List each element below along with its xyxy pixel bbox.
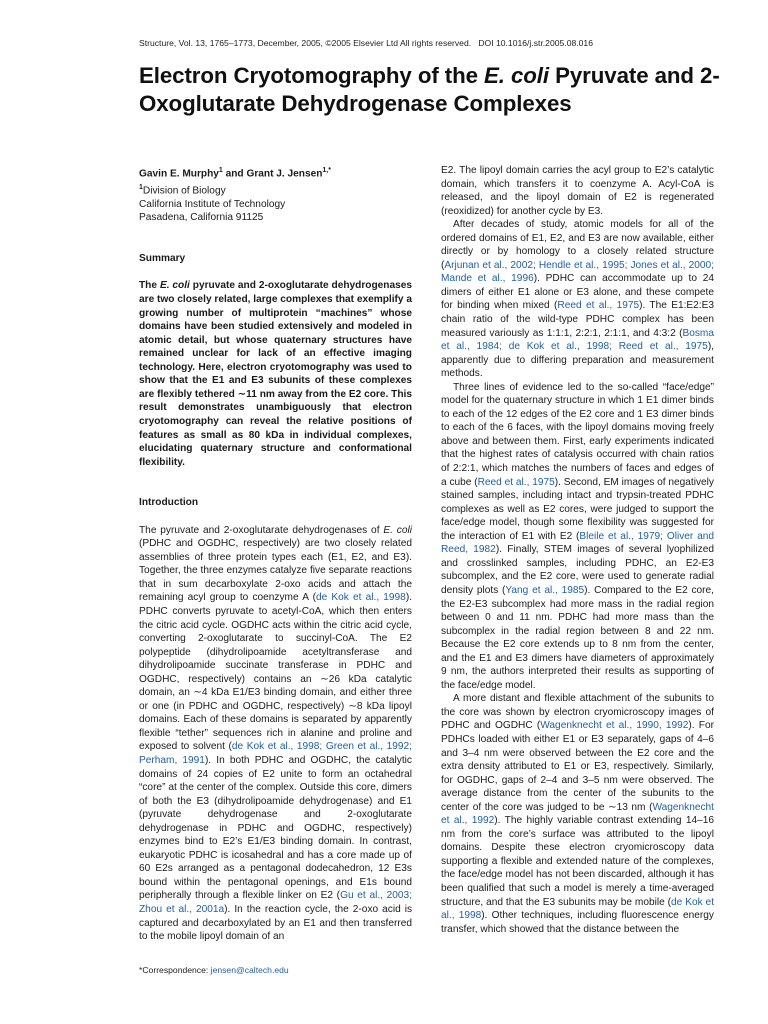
doi: DOI 10.1016/j.str.2005.08.016 — [478, 38, 593, 48]
correspondence-footnote — [139, 965, 419, 975]
intro-text-c: ). PDHC converts pyruvate to acetyl-CoA, which then enters the citric acid cycle. OGDHC acts within the citric acid cycle, converting 2-oxoglutarate to succinyl-CoA. The E2 polypeptide (dihydrolipoamide acetyltransferase and dihydrolipoamide succinate transferase in PDHC and OGDHC, respectively) contains an ∼26 kDa catalytic domain, an ∼4 kDa E1/E3 binding domain, and either three or one (in PDHC and OGDHC, respectively) ∼8 kDa lipoyl domains. Each of these domains is separated by apparently flexible “tether” sequences rich in alanine and proline and exposed to solvent ( — [139, 592, 413, 753]
citation-link[interactable]: de Kok et al., 1998 — [441, 896, 715, 922]
right-column — [441, 164, 714, 936]
affiliation-1: Division of Biology — [142, 185, 226, 197]
p2-text-b: ). PDHC can accommodate up to 24 dimers of either E1 alone or E3 alone, and these compete for binding when mixed ( — [441, 273, 714, 312]
author-2: Grant J. Jensen — [246, 168, 323, 180]
summary-body: pyruvate and 2-oxoglutarate dehydrogenases are two closely related, large complexes that exemplify a growing number of multiprotein “machines” whose domains have been studied extensively and modeled in atomic detail, but whose quaternary structures have remained unclear for lack of an effective imaging technology. Here, electron cryotomography was used to show that the E1 and E3 subunits of these complexes are flexibly tethered ∼11 nm away from the E2 core. This result demonstrates unambiguously that electron cryotomography can reveal the relative positions of features as small as 80 kDa in individual complexes, elucidating quaternary structure and conformational flexibility. — [139, 280, 412, 468]
citation-link[interactable]: Wagenknecht et al., 1992 — [441, 801, 714, 827]
author-1: Gavin E. Murphy — [139, 168, 219, 180]
p4-text-b: ). For PDHCs loaded with either E1 or E3 separately, gaps of 4–6 and 3–4 nm were observed between the E2 core and the extra density attributed to E1 or E3, respectively. Similarly, for OGDHC, gaps of 2–4 and 3–5 nm were observed. The average distance from the center of the subunits to the center of the core was judged to be ∼13 nm ( — [441, 720, 714, 813]
title-organism: E. coli — [484, 63, 549, 88]
author-line — [139, 164, 412, 181]
citation-link[interactable]: Reed et al., 1975 — [477, 476, 555, 488]
p3-text-c: ). Finally, STEM images of several lyophilized and crosslinked samples, including PDHC, an E2-E3 subcomplex, and the E2 core, were used to generate radial density plots ( — [441, 544, 714, 596]
right-paragraph-2 — [441, 218, 714, 381]
citation-link[interactable]: Reed et al., 1975 — [557, 300, 640, 312]
correspondence-label: *Correspondence: — [139, 965, 211, 975]
p3-text-b: ). Second, EM images of negatively stained samples, including intact and trypsin-treated PDHC complexes as well as E2 cores, were judged to support the face/edge model, though some flexibility was suggested for the interaction of E1 with E2 ( — [441, 476, 714, 542]
correspondence-email-link[interactable]: jensen@caltech.edu — [210, 965, 289, 975]
journal-citation: Structure, Vol. 13, 1765–1773, December, 2005, ©2005 Elsevier Ltd All rights reserved. — [139, 38, 472, 48]
citation-link[interactable]: Bosma et al., 1984; de Kok et al., 1998; Reed et al., 1975 — [441, 327, 714, 353]
citation-link[interactable]: Arjunan et al., 2002; Hendle et al., 1995; Jones et al., 2000; Mande et al., 1996 — [441, 259, 714, 285]
p4-text-d: ). Other techniques, including fluorescence energy transfer, which showed that the distance between the — [441, 910, 714, 935]
intro-text-d: ). In both PDHC and OGDHC, the catalytic domains of 24 copies of E2 unite to form an octahedral “core” at the center of the complex. Outside this core, dimers of both the E3 (dihydrolipoamide dehydrogenase) and E1 (pyruvate dehydrogenase and 2-oxoglutarate dehydrogenase in PDHC and OGDHC, respectively) enzymes bind to E2’s E1/E3 binding domain. In contrast, eukaryotic PDHC is icosahedral and has a core made up of 60 E2s arranged as a pentagonal dodecahedron, 12 E3s bound within the pentagonal openings, and E1s bound peripherally through a flexible linker on E2 ( — [139, 754, 412, 902]
affiliation-sup: 1 — [139, 183, 143, 191]
p2-text-a: After decades of study, atomic models for all of the ordered domains of E1, E2, and E3 are now available, either directly or by homology to a closely related structure ( — [441, 219, 714, 271]
author-2-sup: 1,* — [322, 167, 331, 174]
summary-heading: Summary — [139, 252, 186, 264]
author-1-sup: 1 — [218, 167, 223, 174]
p4-text-c: ). The highly variable contrast extending 14–16 nm from the core’s surface was attributed to the lipoyl domains. Despite these electron cryomicroscopy data supporting a flexible and extended nature of the complexes, the face/edge model has not been discarded, although it has been qualified that such a model is merely a time-averaged structure, and that the E3 subunits may be mobile ( — [441, 815, 714, 908]
running-header — [139, 38, 739, 48]
affiliation-line-2: California Institute of Technology — [139, 198, 286, 210]
title-part-2: Pyruvate and 2-Oxoglutarate Dehydrogenase Complexes — [139, 63, 720, 116]
affiliation-line-1 — [139, 181, 412, 198]
intro-text-a: The pyruvate and 2-oxoglutarate dehydrogenases of — [139, 524, 384, 536]
right-paragraph-3 — [441, 381, 714, 693]
summary-text — [139, 279, 412, 469]
title-part-1: Electron Cryotomography of the — [139, 63, 485, 88]
p2-text-c: ). The E1:E2:E3 chain ratio of the wild-type PDHC complex has been measured variously as 1:1:1, 2:2:1, 2:1:1, and 4:3:2 ( — [441, 300, 714, 339]
citation-link[interactable]: Yang et al., 1985 — [505, 584, 585, 596]
article-title — [139, 62, 739, 118]
intro-text-e: ). In the reaction cycle, the 2-oxo acid is captured and decarboxylated by an E1 and then transferred to the mobile lipoyl domain of an — [139, 904, 413, 943]
citation-link[interactable]: Gu et al., 2003; Zhou et al., 2001a — [139, 890, 413, 915]
citation-link[interactable]: Wagenknecht et al., 1990, 1992 — [540, 720, 689, 732]
left-column — [139, 164, 412, 944]
author-and: and — [222, 168, 247, 180]
introduction-heading: Introduction — [139, 497, 199, 509]
citation-link[interactable]: de Kok et al., 1998; Green et al., 1992; Perham, 1991 — [139, 741, 412, 766]
citation-link[interactable]: Bleile et al., 1979; Oliver and Reed, 1982 — [441, 530, 714, 556]
summary-organism: E. coli — [159, 280, 190, 292]
intro-text-b: (PDHC and OGDHC, respectively) are two closely related assemblies of three protein types each (E1, E2, and E3). Together, the three enzymes catalyze five separate reactions that in sum decarboxylate 2-oxo acids and attach the remaining acyl group to coenzyme A ( — [139, 538, 412, 604]
p2-text-d: ), apparently due to differing preparation and measurement methods. — [441, 341, 714, 380]
citation-link[interactable]: de Kok et al., 1998 — [315, 592, 406, 604]
summary-pre: The — [139, 280, 160, 292]
affiliation-line-3: Pasadena, California 91125 — [139, 212, 264, 224]
introduction-paragraph — [139, 524, 412, 944]
intro-organism: E. coli — [383, 524, 412, 536]
p4-text-a: A more distant and flexible attachment of the subunits to the core was shown by electron cryomicroscopy images of PDHC and OGDHC ( — [441, 693, 714, 732]
right-paragraph-4 — [441, 692, 714, 936]
p3-text-a: Three lines of evidence led to the so-called “face/edge” model for the quaternary structure in which 1 E1 dimer binds to each of the 12 edges of the E2 core and 1 E3 dimer binds to each of the 6 faces, with the lipoyl domains moving freely above and between them. First, early experiments indicated that the highest rates of catalysis occurred with chain ratios of 2:2:1, which matches the numbers of faces and edges of a cube ( — [441, 381, 714, 488]
right-paragraph-1: E2. The lipoyl domain carries the acyl group to E2’s catalytic domain, which transfers it to coenzyme A. Acyl-CoA is released, and the lipoyl domain of E2 is regenerated (reoxidized) for another cycle by E3. — [441, 165, 714, 217]
p3-text-d: ). Compared to the E2 core, the E2-E3 subcomplex had more mass in the radial region between 0 and 11 nm. PDHC had more mass than the subcomplex in the radial region between 8 and 22 nm. Because the E2 core extends up to 8 nm from the center, and the E1 and E3 dimers have diameters of approximately 9 nm, the authors interpreted their results as supporting of the face/edge model. — [441, 584, 714, 691]
